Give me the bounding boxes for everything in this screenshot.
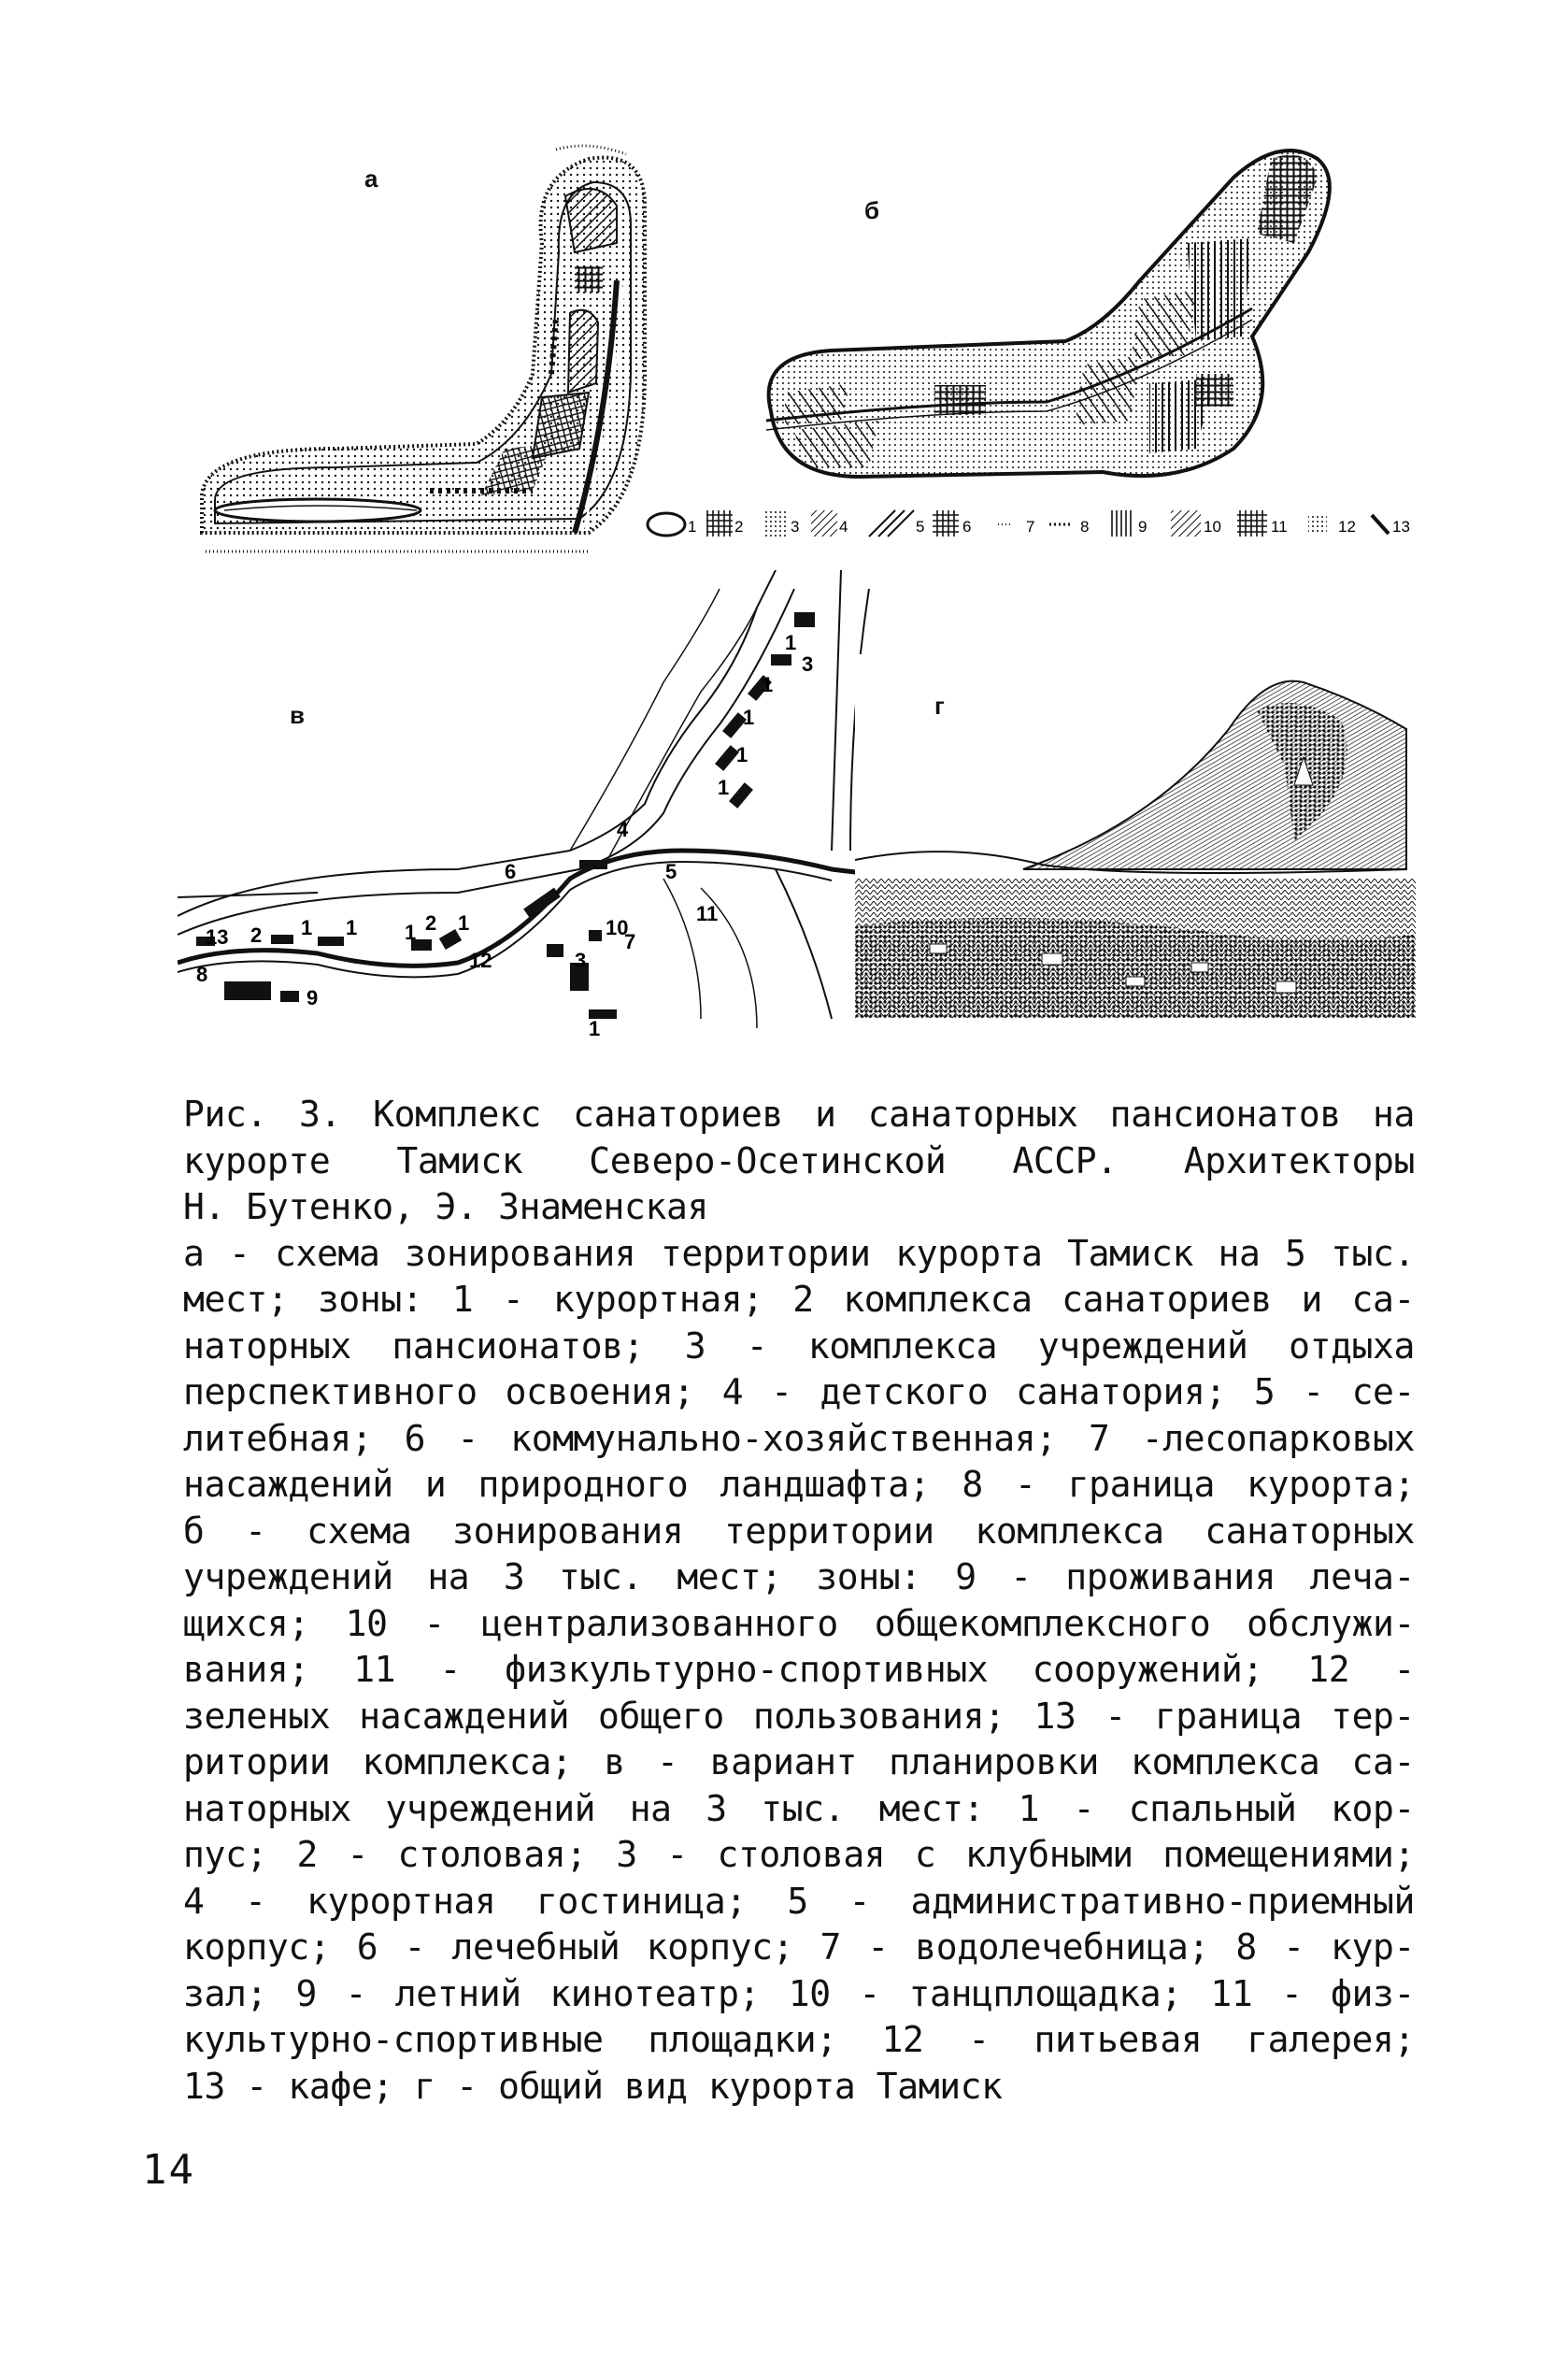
- legend-num-8: 8: [1080, 518, 1090, 536]
- legend-num-6: 6: [962, 518, 972, 536]
- figure-panel-a: [196, 140, 663, 570]
- plan-label-1g: 1: [743, 706, 755, 729]
- plan-label-1c: 1: [405, 921, 417, 944]
- figure-panel-v: [178, 570, 944, 1038]
- caption-line: вания; 11 - физкультурно-спортивных сооружений; 12 -: [183, 1649, 1415, 1690]
- caption-line: ритории комплекса; в - вариант планировки комплекса са-: [183, 1741, 1415, 1782]
- caption-line: а - схема зонирования территории курорта Тамиск на 5 тыс.: [183, 1232, 1415, 1274]
- zoning-scheme-b: [748, 140, 1439, 551]
- caption-line: перспективного освоения; 4 - детского санатория; 5 - се-: [183, 1371, 1415, 1412]
- zoning-scheme-a: [196, 140, 663, 570]
- panel-label-v: в: [290, 701, 305, 729]
- caption-line: Рис. 3. Комплекс санаториев и санаторных пансионатов на: [183, 1094, 1415, 1135]
- figure-panel-b: [748, 140, 1439, 551]
- panel-label-g: г: [934, 692, 945, 720]
- legend-num-1: 1: [688, 518, 697, 536]
- plan-label-1i: 1: [785, 631, 797, 654]
- legend-symbols: [643, 501, 1418, 548]
- caption-line: Н. Бутенко, Э. Знаменская: [183, 1186, 708, 1227]
- caption-line: 4 - курортная гостиница; 5 - административно-приемный: [183, 1880, 1415, 1922]
- caption-line: учреждений на 3 тыс. мест; зоны: 9 - проживания леча-: [183, 1556, 1415, 1597]
- plan-label-12: 12: [469, 949, 492, 972]
- legend-num-5: 5: [916, 518, 925, 536]
- plan-label-1b: 1: [346, 916, 358, 939]
- plan-label-1f: 1: [736, 743, 748, 766]
- plan-label-8: 8: [196, 963, 208, 986]
- plan-label-9: 9: [306, 986, 319, 1009]
- caption-line: корпус; 6 - лечебный корпус; 7 - водолечебница; 8 - кур-: [183, 1926, 1415, 1968]
- legend-num-9: 9: [1138, 518, 1147, 536]
- figure-panel-g: [855, 654, 1416, 1019]
- caption-line: наторных пансионатов; 3 - комплекса учреждений отдыха: [183, 1324, 1415, 1367]
- plan-label-3: 3: [575, 949, 587, 972]
- caption-line: щихся; 10 - централизованного общекомплексного обслужи-: [183, 1602, 1415, 1644]
- legend-num-13: 13: [1392, 518, 1410, 536]
- caption-line: культурно-спортивные площадки; 12 - питьевая галерея;: [183, 2019, 1415, 2060]
- plan-label-3b: 3: [802, 652, 814, 676]
- plan-label-4: 4: [617, 818, 629, 841]
- plan-label-13: 13: [206, 925, 229, 949]
- plan-label-1d: 1: [458, 911, 470, 935]
- plan-label-10: 10: [606, 916, 629, 939]
- caption-line: б - схема зонирования территории комплекса санаторных: [183, 1510, 1415, 1552]
- legend-num-11: 11: [1271, 518, 1288, 536]
- panel-label-a: а: [364, 165, 378, 193]
- caption-line: зеленых насаждений общего пользования; 13 - граница тер-: [183, 1695, 1415, 1737]
- plan-label-1a: 1: [301, 916, 313, 939]
- caption-line: пус; 2 - столовая; 3 - столовая с клубными помещениями;: [183, 1834, 1415, 1875]
- caption-line: зал; 9 - летний кинотеатр; 10 - танцплощадка; 11 - физ-: [183, 1972, 1415, 2014]
- caption-line: мест; зоны: 1 - курортная; 2 комплекса санаториев и са-: [183, 1279, 1415, 1320]
- legend-num-7: 7: [1026, 518, 1035, 536]
- panel-label-b: б: [864, 196, 880, 224]
- caption-line: насаждений и природного ландшафта; 8 - граница курорта;: [183, 1464, 1415, 1505]
- plan-label-2: 2: [250, 923, 263, 947]
- plan-label-1j: 1: [589, 1017, 601, 1038]
- legend-num-12: 12: [1338, 518, 1356, 536]
- plan-label-2b: 2: [425, 911, 437, 935]
- legend: [643, 501, 1418, 548]
- legend-num-2: 2: [734, 518, 744, 536]
- legend-num-4: 4: [839, 518, 848, 536]
- plan-label-1h: 1: [762, 673, 774, 696]
- figure-caption: [183, 1092, 1415, 2110]
- site-plan-v: [178, 570, 944, 1038]
- plan-label-5: 5: [665, 860, 677, 883]
- plan-label-11: 11: [696, 902, 719, 925]
- caption-line: наторных учреждений на 3 тыс. мест: 1 - спальный кор-: [183, 1787, 1415, 1829]
- plan-label-7: 7: [624, 930, 636, 953]
- legend-num-10: 10: [1204, 518, 1221, 536]
- caption-line: литебная; 6 - коммунально-хозяйственная; 7 -лесопарковых: [183, 1417, 1415, 1459]
- legend-num-3: 3: [791, 518, 800, 536]
- plan-label-6: 6: [505, 860, 517, 883]
- caption-line: 13 - кафе; г - общий вид курорта Тамиск: [183, 2065, 1003, 2107]
- page-number: 14: [142, 2146, 195, 2194]
- caption-line: курорте Тамиск Северо-Осетинской АССР. Архитекторы: [183, 1139, 1415, 1181]
- plan-label-1e: 1: [718, 776, 730, 799]
